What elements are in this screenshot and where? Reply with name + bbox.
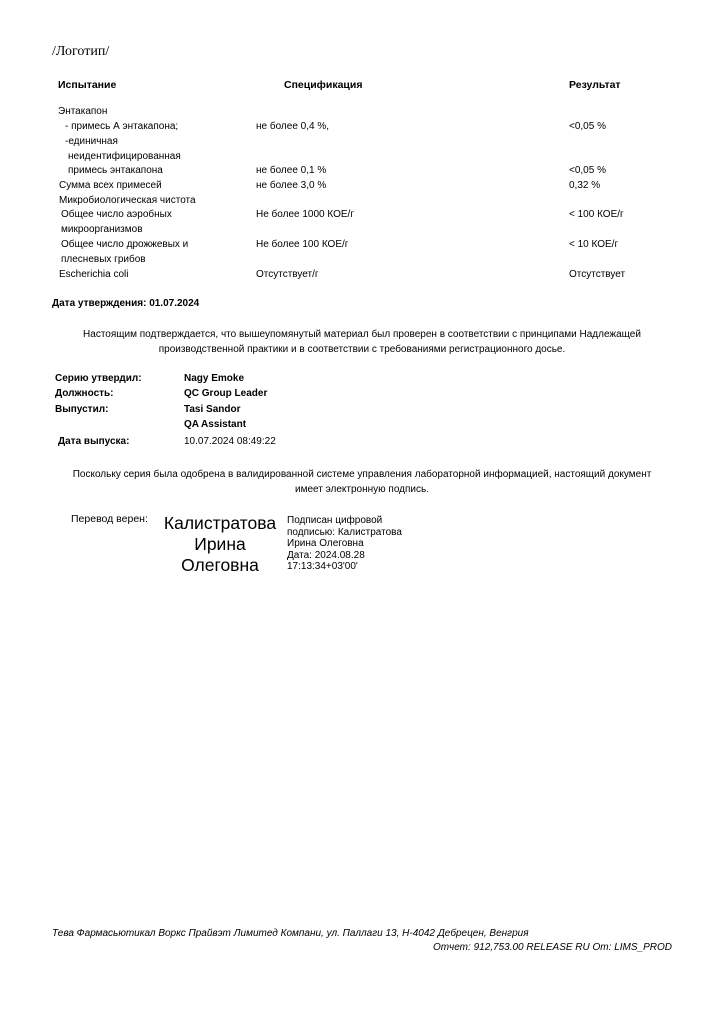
test-name: плесневых грибов bbox=[61, 254, 146, 265]
test-name: Общее число дрожжевых и bbox=[61, 239, 189, 250]
column-header-test: Испытание bbox=[58, 79, 117, 91]
signature-detail-line: подписью: Калистратова bbox=[287, 526, 402, 538]
translation-verified-label: Перевод верен: bbox=[71, 513, 148, 525]
position-value: QC Group Leader bbox=[184, 388, 268, 399]
release-date-label: Дата выпуска: bbox=[58, 436, 130, 447]
column-header-specification: Спецификация bbox=[284, 79, 363, 91]
test-name: неидентифицированная bbox=[68, 151, 181, 162]
position-label: Должность: bbox=[55, 388, 114, 399]
spec-value: Отсутствует/г bbox=[256, 269, 319, 280]
digital-signature-details bbox=[287, 515, 402, 573]
test-name: Энтакапон bbox=[58, 106, 108, 117]
approved-by-label: Серию утвердил: bbox=[55, 373, 142, 384]
spec-value: Не более 100 КОЕ/г bbox=[256, 239, 349, 250]
test-name: Микробиологическая чистота bbox=[59, 195, 196, 206]
approved-by-value: Nagy Emoke bbox=[184, 373, 245, 384]
released-by-value: Tasi Sandor bbox=[184, 404, 241, 415]
result-value: <0,05 % bbox=[569, 165, 606, 176]
signature-detail-line: 17:13:34+03'00' bbox=[287, 561, 358, 572]
test-name: Общее число аэробных bbox=[61, 209, 172, 220]
table-row bbox=[58, 105, 107, 119]
approval-date: Дата утверждения: 01.07.2024 bbox=[52, 298, 200, 309]
test-name: -единичная bbox=[65, 136, 118, 147]
result-value: < 10 КОЕ/г bbox=[569, 239, 619, 250]
release-date-value: 10.07.2024 08:49:22 bbox=[184, 436, 276, 447]
spec-value: не более 0,4 %, bbox=[256, 121, 330, 132]
signature-detail-line: Ирина Олеговна bbox=[287, 538, 364, 549]
spec-value: не более 0,1 % bbox=[256, 165, 327, 176]
signer-patronymic: Олеговна bbox=[181, 555, 259, 575]
signer-name bbox=[162, 513, 278, 576]
test-name: примесь энтакапона bbox=[68, 165, 163, 176]
signature-detail-line: Дата: 2024.08.28 bbox=[287, 549, 365, 561]
test-name: Escherichia coli bbox=[59, 269, 129, 280]
released-by-position: QA Assistant bbox=[184, 419, 247, 430]
result-value: <0,05 % bbox=[569, 121, 606, 132]
released-by-label: Выпустил: bbox=[55, 404, 109, 415]
spec-value: не более 3,0 % bbox=[256, 180, 327, 191]
test-name: микроорганизмов bbox=[61, 224, 143, 235]
footer-company-address: Тева Фармасьютикал Воркс Прайвэт Лимитед Компани, ул. Паллаги 13, Н-4042 Дебрецен, Венгрия bbox=[52, 928, 529, 939]
spec-value: Не более 1000 КОЕ/г bbox=[256, 209, 354, 220]
test-name: Сумма всех примесей bbox=[59, 180, 162, 191]
result-value: Отсутствует bbox=[569, 269, 626, 280]
signer-surname: Калистратова bbox=[163, 513, 277, 533]
result-value: < 100 КОЕ/г bbox=[569, 209, 624, 220]
signer-first-name: Ирина bbox=[194, 534, 246, 554]
logo-placeholder: /Логотип/ bbox=[52, 44, 110, 59]
result-value: 0,32 % bbox=[569, 180, 601, 191]
footer-report-id: Отчет: 912,753.00 RELEASE RU От: LIMS_PROD bbox=[432, 942, 672, 953]
test-name: - примесь А энтакапона; bbox=[65, 121, 179, 132]
signature-detail-line: Подписан цифровой bbox=[287, 515, 383, 526]
column-header-result: Результат bbox=[569, 79, 621, 91]
confirmation-text: Настоящим подтверждается, что вышеупомянутый материал был проверен в соответствии с принципами Надлежащей производственной практики и в соответствии с требованиями регистрационного досье. bbox=[83, 329, 641, 355]
electronic-signature-text: Поскольку серия была одобрена в валидированной системе управления лабораторной информацией, настоящий документ имеет электронную подпись. bbox=[72, 469, 652, 495]
